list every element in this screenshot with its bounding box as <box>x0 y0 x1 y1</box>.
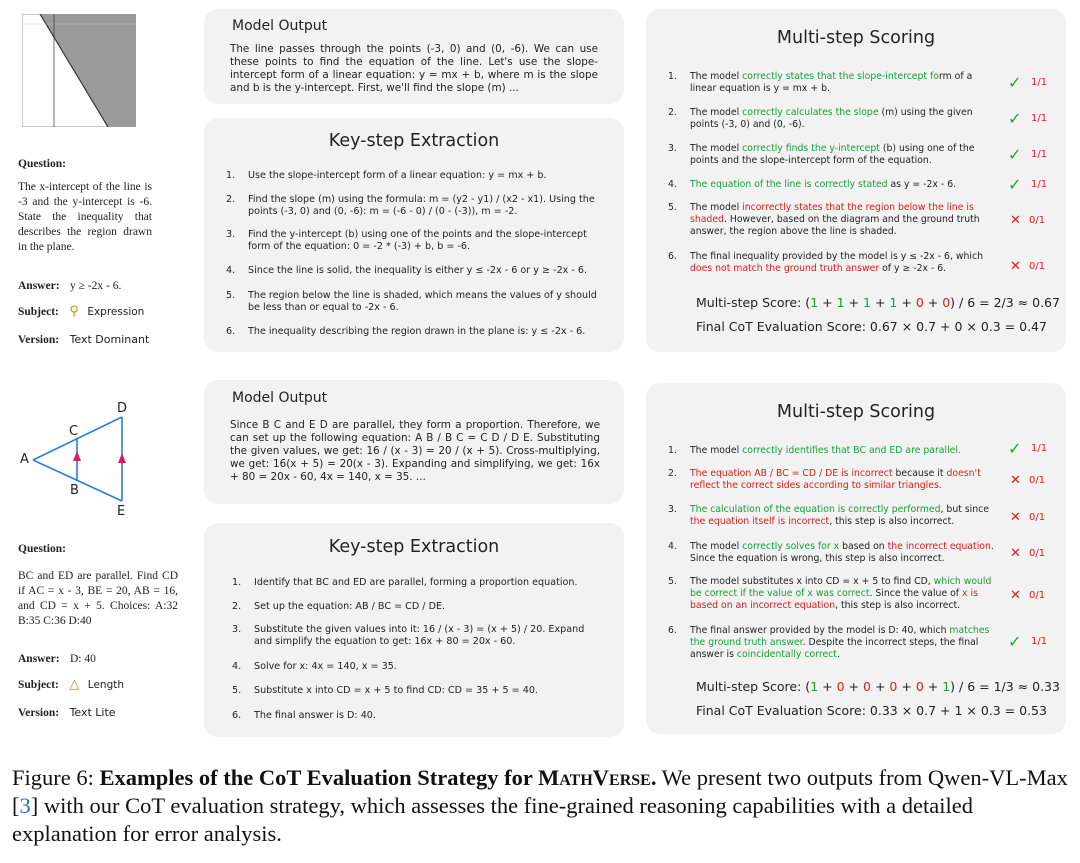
cross-icon: ✕ <box>1010 259 1021 274</box>
caption-bold: Examples of the CoT Evaluation Strategy for MathVerse. <box>99 765 657 790</box>
subject-row <box>18 675 124 693</box>
step-score: 0/1 <box>1029 475 1046 486</box>
length-icon: △ <box>69 676 80 691</box>
question-label: Question: <box>18 158 66 170</box>
version-value: Text Lite <box>69 706 116 719</box>
model-output-title: Model Output <box>232 390 328 406</box>
final-cot-score: Final CoT Evaluation Score: 0.33 × 0.7 + 1 × 0.3 = 0.53 <box>696 703 1047 718</box>
step-score: 1/1 <box>1031 636 1048 647</box>
subject-label: Subject: <box>18 306 59 318</box>
cross-icon: ✕ <box>1010 213 1021 228</box>
extraction-title: Key-step Extraction <box>328 537 500 557</box>
cross-icon: ✕ <box>1010 510 1021 525</box>
check-icon: ✓ <box>1008 109 1022 128</box>
multi-step-score: Multi-step Score: (1 + 1 + 1 + 1 + 0 + 0) / 6 = 2/3 ≈ 0.67 <box>696 295 1060 310</box>
step-score: 1/1 <box>1031 77 1048 88</box>
figure-number: Figure 6: <box>12 765 100 790</box>
vertex-label-d: D <box>117 401 128 416</box>
cross-icon: ✕ <box>1010 546 1021 561</box>
step-score: 0/1 <box>1029 590 1046 601</box>
answer-label: Answer: <box>18 280 60 292</box>
final-cot-score: Final CoT Evaluation Score: 0.67 × 0.7 + 0 × 0.3 = 0.47 <box>696 319 1047 334</box>
answer-label: Answer: <box>18 653 60 665</box>
subject-label: Subject: <box>18 679 59 691</box>
step-score: 0/1 <box>1029 261 1046 272</box>
version-label: Version: <box>18 707 60 719</box>
triangle-diagram <box>18 398 138 518</box>
model-output-card <box>204 9 624 104</box>
answer-row <box>18 276 121 294</box>
vertex-label-e: E <box>117 504 126 518</box>
scoring-title: Multi-step Scoring <box>776 28 936 48</box>
vertex-label-c: C <box>69 424 79 439</box>
step-score: 1/1 <box>1031 179 1048 190</box>
step-score: 1/1 <box>1031 443 1048 454</box>
model-output-text: Since B C and E D are parallel, they form a proportion. Therefore, we can set up the following equation: A B / B C = C D / D E. Substituting the given values, we get: 16 / (x - 3) = 20 / (x + 5). Cross-multiplying, we get: 16(x + 5) = 20(x - 3). Expanding and simplifying, we get: 16x + 80 = 20x - 60, 4x = 140, x = 35. ... <box>230 419 600 483</box>
step-score: 0/1 <box>1029 512 1046 523</box>
subject-row <box>18 302 144 320</box>
key-step-extraction-card: Key-step Extraction 1. Use the slope-intercept form of a linear equation: y = mx + b. 2. Find the slope (m) using the formula: m = (y2 - y1) / (x2 - x1). Using the points (-3, 0) and (0, -6): m = (-6 - 0) / (0 - (-3)), m = -2. 3. Find the y-intercept (b) using one of the points and the slope-intercept form of the equation: 0 = -2 * (-3) + b, b = -6. 4. Since the line is solid, the inequality is either y ≤ -2x - 6 or y ≥ -2x - 6. 5. The region below the line is shaded, which means the values of y should be less than or equal to -2x - 6. 6. The inequality describing the region drawn in the plane is: y ≤ -2x - 6. <box>204 118 624 352</box>
multi-step-scoring-card: Multi-step Scoring 1. The model correctly states that the slope-intercept form of a linear equation is y = mx + b. ✓ 1/1 2. The model correctly calculates the slope (m) using the given points (-3, 0) and (0, -6). ✓ 1/1 3. The model correctly finds the y-intercept (b) using one of the points and the slope-intercept form of the equation. ✓ 1/1 4. The equation of the line is correctly stated as y = -2x - 6. ✓ 1/1 5. The model incorrectly states that the region below the line is shaded. However, based on the diagram and the ground truth answer, the region above the line is shaded. ✕ 0/1 6. The final inequality provided by the model is y ≤ -2x - 6, which does not match the ground truth answer of y ≥ -2x - 6. ✕ 0/1 Multi-step Score: (1 + 1 + 1 + 1 + 0 + 0) / 6 = 2/3 ≈ 0.67 Final CoT Evaluation Score: 0.67 × 0.7 + 0 × 0.3 = 0.47 <box>646 9 1066 352</box>
check-icon: ✓ <box>1008 145 1022 164</box>
figure-caption: Figure 6: Examples of the CoT Evaluation Strategy for MathVerse. We present two outputs from Qwen-VL-Max [3] with our CoT evaluation strategy, which assesses the fine-grained reasoning capabilities with a detailed explanation for error analysis. <box>12 765 1068 846</box>
check-icon: ✓ <box>1008 175 1022 194</box>
multi-step-scoring-card: Multi-step Scoring 1. The model correctly identifies that BC and ED are parallel. ✓ 1/1 2. The equation AB / BC = CD / DE is incorrect because it doesn't reflect the correct sides according to similar triangles. ✕ 0/1 3. The calculation of the equation is correctly performed, but since the equation itself is incorrect, this step is also incorrect. ✕ 0/1 4. The model correctly solves for x based on the incorrect equation. Since the equation is wrong, this step is also incorrect. ✕ 0/1 5. The model substitutes x into CD = x + 5 to find CD, which would be correct if the value of x was correct. Since the value of x is based on an incorrect equation, this step is also incorrect. ✕ 0/1 6. The final answer provided by the model is D: 40, which matches the ground truth answer. Despite the incorrect steps, the final answer is coincidentally correct. ✓ 1/1 Multi-step Score: (1 + 0 + 0 + 0 + 0 + 1) / 6 = 1/3 ≈ 0.33 Final CoT Evaluation Score: 0.33 × 0.7 + 1 × 0.3 = 0.53 <box>646 383 1066 734</box>
answer-row <box>18 649 96 667</box>
cross-icon: ✕ <box>1010 473 1021 488</box>
inequality-graph <box>22 14 136 127</box>
multi-step-score: Multi-step Score: (1 + 0 + 0 + 0 + 0 + 1) / 6 = 1/3 ≈ 0.33 <box>696 679 1060 694</box>
subject-value: Expression <box>87 306 145 318</box>
version-row <box>18 330 149 348</box>
vertex-label-a: A <box>20 452 29 467</box>
extraction-title: Key-step Extraction <box>328 131 500 151</box>
model-output-text: The line passes through the points (-3, 0) and (0, -6). We can use these points to find the equation of the line. Let's use the slope-intercept form of a linear equation: y = mx + b, where m is the slope and b is the y-intercept. First, we'll find the slope (m) ... <box>230 43 598 94</box>
subject-value: Length <box>87 679 125 691</box>
check-icon: ✓ <box>1008 439 1022 458</box>
step-score: 0/1 <box>1029 215 1046 226</box>
answer-value: y ≥ -2x - 6. <box>69 280 122 292</box>
answer-value: D: 40 <box>69 653 96 665</box>
version-row <box>18 703 116 721</box>
step-score: 1/1 <box>1031 113 1048 124</box>
question-text: BC and ED are parallel. Find CD if AC = x - 3, BE = 20, AB = 16, and CD = x + 5. Choices: A:32 B:35 C:36 D:40 <box>18 570 178 627</box>
question-text: The x-intercept of the line is -3 and the y-intercept is -6. State the inequality that describes the region drawn in the plane. <box>18 181 152 253</box>
model-output-card <box>204 380 624 504</box>
check-icon: ✓ <box>1008 73 1022 92</box>
cross-icon: ✕ <box>1010 588 1021 603</box>
step-score: 0/1 <box>1029 548 1046 559</box>
version-label: Version: <box>18 334 60 346</box>
vertex-label-b: B <box>70 483 79 498</box>
scoring-title: Multi-step Scoring <box>776 402 936 422</box>
question-label: Question: <box>18 543 66 555</box>
model-output-title: Model Output <box>232 18 328 34</box>
check-icon: ✓ <box>1008 632 1022 651</box>
citation-link[interactable]: 3 <box>19 793 31 818</box>
version-value: Text Dominant <box>69 333 150 346</box>
expression-icon: ⚲ <box>69 303 79 318</box>
key-step-extraction-card: Key-step Extraction 1. Identify that BC and ED are parallel, forming a proportion equation. 2. Set up the equation: AB / BC = CD / DE. 3. Substitute the given values into it: 16 / (x - 3) = (x + 5) / 20. Expand and simplify the equation to get: 16x + 80 = 20x - 60. 4. Solve for x: 4x = 140, x = 35. 5. Substitute x into CD = x + 5 to find CD: CD = 35 + 5 = 40. 6. The final answer is D: 40. <box>204 523 624 737</box>
step-score: 1/1 <box>1031 149 1048 160</box>
